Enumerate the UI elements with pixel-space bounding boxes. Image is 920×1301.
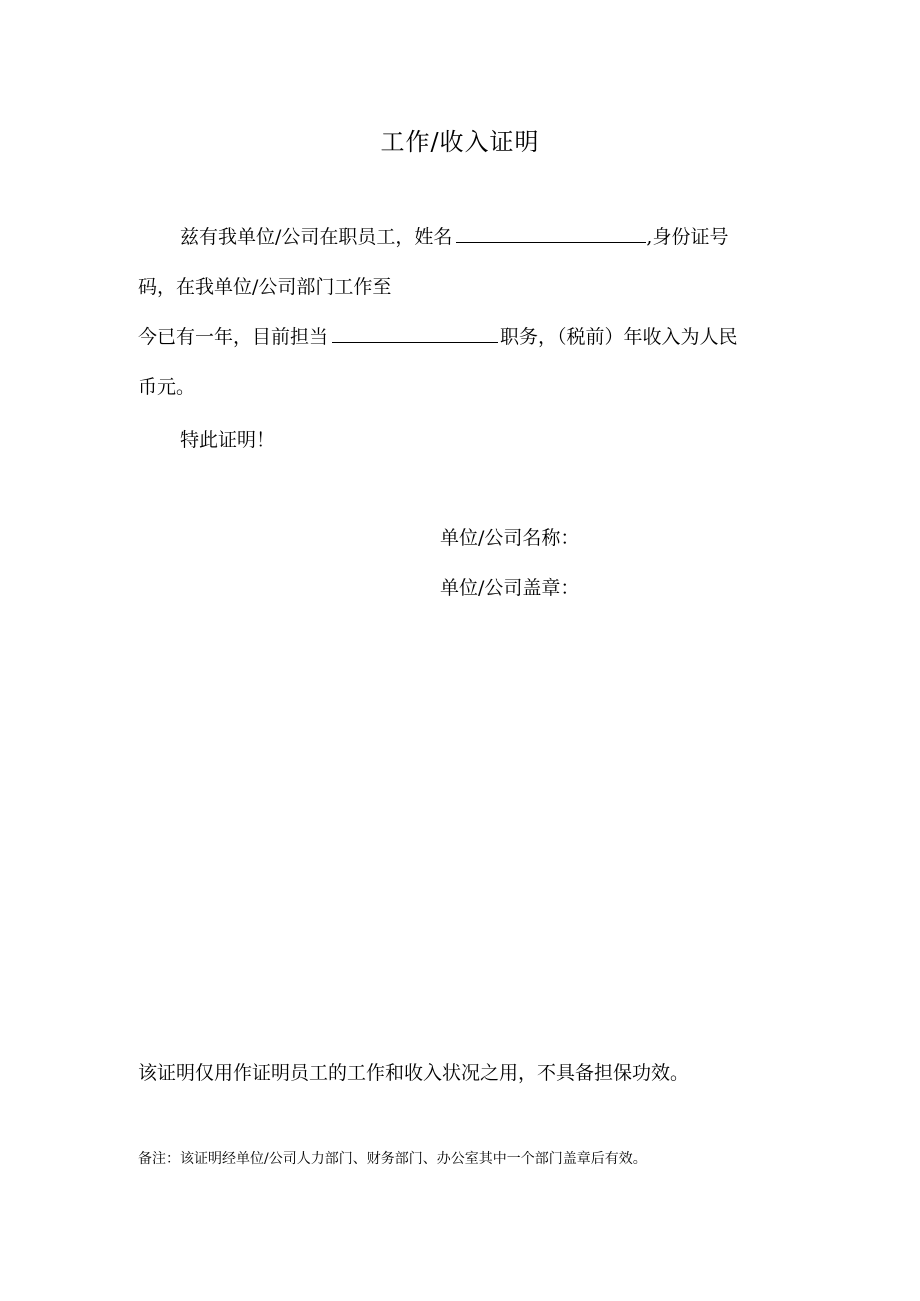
document-title: 工作/收入证明	[380, 128, 540, 156]
remark-note: 备注：该证明经单位/公司人力部门、财务部门、办公室其中一个部门盖章后有效。	[138, 1151, 647, 1167]
company-name-label: 单位/公司名称：	[440, 527, 580, 549]
id-number-label: ,身份证号	[646, 226, 729, 248]
tenure-text: 今已有一年，目前担当	[138, 326, 329, 348]
name-blank-line	[456, 241, 646, 243]
paragraph-line-1	[180, 222, 728, 249]
closing-text: 特此证明！	[180, 429, 276, 451]
employee-intro-text: 兹有我单位/公司在职员工，姓名	[180, 226, 453, 248]
paragraph-line-3	[138, 322, 738, 349]
position-blank-line	[332, 341, 498, 343]
paragraph-line-4: 币元。	[138, 376, 196, 398]
company-seal-label: 单位/公司盖章：	[440, 577, 580, 599]
paragraph-line-2: 码，在我单位/公司部门工作至	[138, 276, 392, 298]
income-text: 职务，（税前）年收入为人民	[500, 326, 738, 348]
disclaimer-text: 该证明仅用作证明员工的工作和收入状况之用，不具备担保功效。	[138, 1062, 690, 1084]
